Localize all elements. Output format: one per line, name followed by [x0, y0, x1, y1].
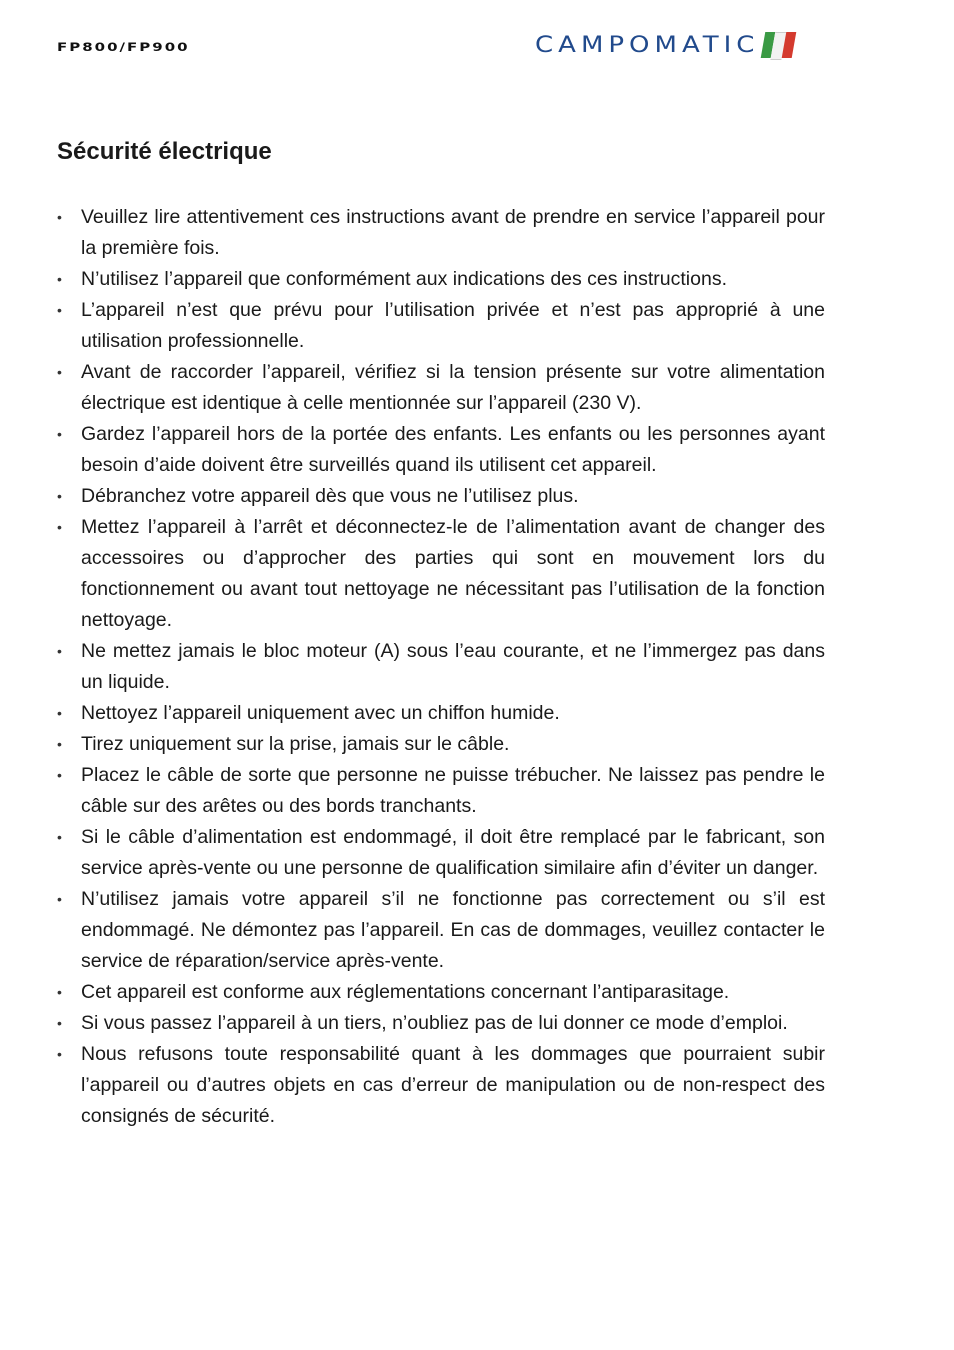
list-item-text: Si le câble d’alimentation est endommagé, il doit être remplacé par le fabricant, son service après-vente ou une personne de qualification similaire afin d’éviter un danger. — [81, 826, 825, 879]
list-item-text: Tirez uniquement sur la prise, jamais sur le câble. — [81, 733, 510, 755]
bullet-icon: • — [57, 271, 62, 287]
list-item — [57, 884, 825, 977]
list-item-text: L’appareil n’est que prévu pour l’utilisation privée et n’est pas approprié à une utilisation professionnelle. — [81, 299, 825, 352]
list-item — [57, 419, 825, 481]
list-item — [57, 729, 825, 760]
list-item-text: Débranchez votre appareil dès que vous ne l’utilisez plus. — [81, 485, 579, 507]
list-item-text: N’utilisez l’appareil que conformément aux indications des ces instructions. — [81, 268, 727, 290]
bullet-icon: • — [57, 1015, 62, 1031]
section-title: Sécurité électrique — [57, 138, 272, 165]
list-item — [57, 698, 825, 729]
list-item-text: N’utilisez jamais votre appareil s’il ne fonctionne pas correctement ou s’il est endommagé. Ne démontez pas l’appareil. En cas de dommages, veuillez contacter le service de réparation/service après-vente. — [81, 888, 825, 972]
safety-instructions-list — [57, 202, 825, 1132]
bullet-icon: • — [57, 488, 62, 504]
bullet-icon: • — [57, 519, 62, 535]
bullet-icon: • — [57, 302, 62, 318]
list-item-text: Mettez l’appareil à l’arrêt et déconnectez-le de l’alimentation avant de changer des accessoires ou d’approcher des parties qui sont en mouvement lors du fonctionnement ou avant tout nettoyage ne nécessitant pas l’utilisation de la fonction nettoyage. — [81, 516, 825, 631]
list-item — [57, 481, 825, 512]
list-item-text: Ne mettez jamais le bloc moteur (A) sous l’eau courante, et ne l’immergez pas dans un liquide. — [81, 640, 825, 693]
list-item — [57, 357, 825, 419]
bullet-icon: • — [57, 364, 62, 380]
bullet-icon: • — [57, 643, 62, 659]
bullet-icon: • — [57, 767, 62, 783]
list-item — [57, 202, 825, 264]
bullet-icon: • — [57, 1046, 62, 1062]
list-item-text: Avant de raccorder l’appareil, vérifiez si la tension présente sur votre alimentation électrique est identique à celle mentionnée sur l’appareil (230 V). — [81, 361, 825, 414]
list-item-text: Nous refusons toute responsabilité quant à les dommages que pourraient subir l’appareil ou d’autres objets en cas d’erreur de manipulation ou de non-respect des consignés de sécurité. — [81, 1043, 825, 1127]
bullet-icon: • — [57, 829, 62, 845]
list-item-text: Nettoyez l’appareil uniquement avec un chiffon humide. — [81, 702, 560, 724]
list-item — [57, 977, 825, 1008]
list-item — [57, 295, 825, 357]
list-item — [57, 822, 825, 884]
list-item-text: Gardez l’appareil hors de la portée des enfants. Les enfants ou les personnes ayant besoin d’aide doivent être surveillés quand ils utilisent cet appareil. — [81, 423, 825, 476]
list-item — [57, 1008, 825, 1039]
brand-logo — [535, 29, 794, 61]
brand-name: CAMPOMATIC — [535, 32, 760, 58]
list-item-text: Si vous passez l’appareil à un tiers, n’oubliez pas de lui donner ce mode d’emploi. — [81, 1012, 788, 1034]
bullet-icon: • — [57, 891, 62, 907]
list-item-text: Veuillez lire attentivement ces instructions avant de prendre en service l’appareil pour la première fois. — [81, 206, 825, 259]
list-item — [57, 512, 825, 636]
bullet-icon: • — [57, 209, 62, 225]
list-item — [57, 1039, 825, 1132]
list-item — [57, 760, 825, 822]
bullet-icon: • — [57, 984, 62, 1000]
italian-flag-icon — [761, 32, 797, 58]
bullet-icon: • — [57, 705, 62, 721]
model-number: FP800/FP900 — [57, 40, 190, 55]
list-item-text: Placez le câble de sorte que personne ne puisse trébucher. Ne laissez pas pendre le câble sur des arêtes ou des bords tranchants. — [81, 764, 825, 817]
list-item — [57, 636, 825, 698]
bullet-icon: • — [57, 426, 62, 442]
list-item — [57, 264, 825, 295]
bullet-icon: • — [57, 736, 62, 752]
list-item-text: Cet appareil est conforme aux réglementations concernant l’antiparasitage. — [81, 981, 730, 1003]
